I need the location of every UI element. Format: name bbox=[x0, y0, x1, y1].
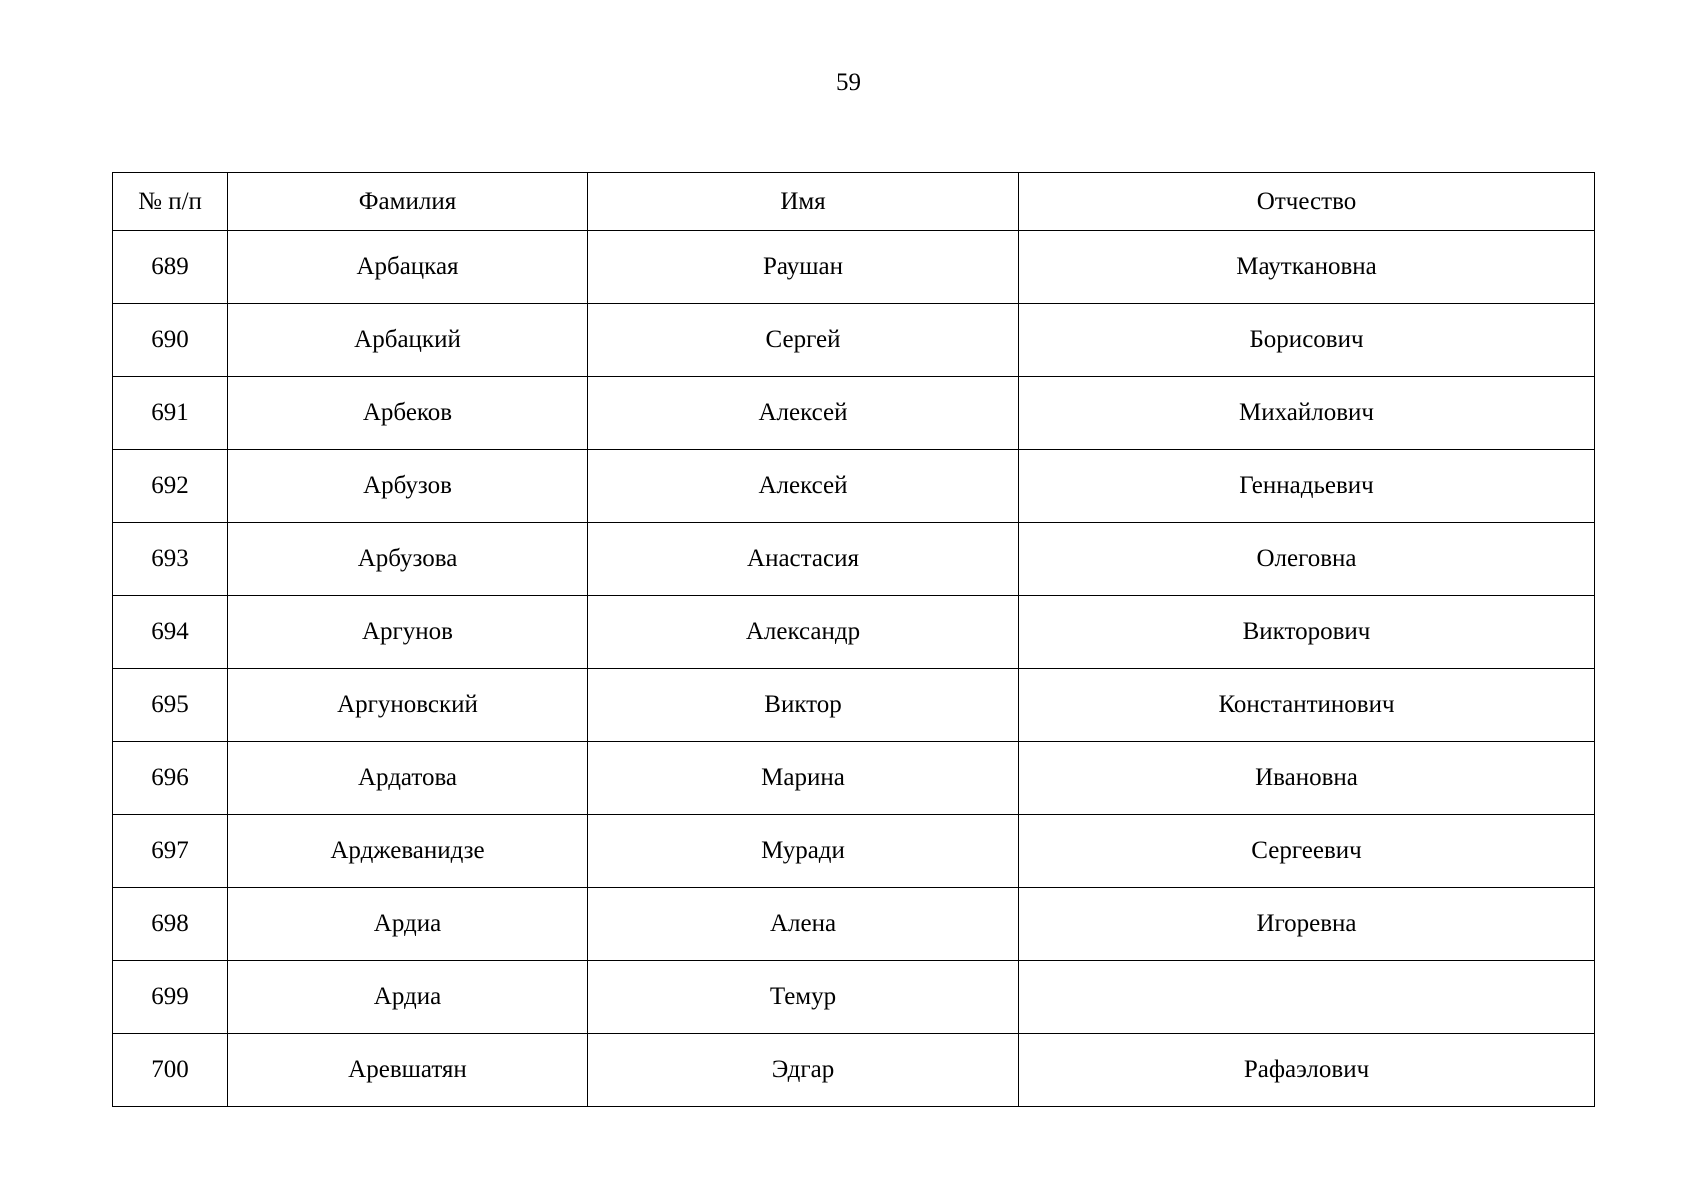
cell-num: 691 bbox=[113, 377, 228, 450]
cell-last-name: Арджеванидзе bbox=[228, 815, 588, 888]
table-row bbox=[113, 815, 1595, 888]
table-row bbox=[113, 742, 1595, 815]
cell-num: 694 bbox=[113, 596, 228, 669]
cell-patronymic: Константинович bbox=[1019, 669, 1595, 742]
cell-num: 698 bbox=[113, 888, 228, 961]
header-last-name: Фамилия bbox=[228, 173, 588, 231]
table-row bbox=[113, 304, 1595, 377]
cell-last-name: Ардиа bbox=[228, 961, 588, 1034]
cell-num: 697 bbox=[113, 815, 228, 888]
table-row bbox=[113, 669, 1595, 742]
cell-patronymic: Олеговна bbox=[1019, 523, 1595, 596]
cell-first-name: Алексей bbox=[588, 450, 1019, 523]
cell-last-name: Арбузова bbox=[228, 523, 588, 596]
cell-num: 692 bbox=[113, 450, 228, 523]
table-row bbox=[113, 1034, 1595, 1107]
cell-patronymic: Ивановна bbox=[1019, 742, 1595, 815]
cell-first-name: Алексей bbox=[588, 377, 1019, 450]
cell-patronymic: Викторович bbox=[1019, 596, 1595, 669]
cell-first-name: Алена bbox=[588, 888, 1019, 961]
cell-patronymic: Мауткановна bbox=[1019, 231, 1595, 304]
cell-patronymic: Борисович bbox=[1019, 304, 1595, 377]
table-row bbox=[113, 523, 1595, 596]
cell-first-name: Виктор bbox=[588, 669, 1019, 742]
table-row bbox=[113, 961, 1595, 1034]
cell-first-name: Эдгар bbox=[588, 1034, 1019, 1107]
cell-num: 690 bbox=[113, 304, 228, 377]
cell-num: 689 bbox=[113, 231, 228, 304]
cell-patronymic: Игоревна bbox=[1019, 888, 1595, 961]
page-number: 59 bbox=[836, 69, 861, 96]
cell-last-name: Арбацкая bbox=[228, 231, 588, 304]
cell-num: 693 bbox=[113, 523, 228, 596]
cell-num: 699 bbox=[113, 961, 228, 1034]
cell-last-name: Аргунов bbox=[228, 596, 588, 669]
table-row bbox=[113, 888, 1595, 961]
cell-last-name: Арбеков bbox=[228, 377, 588, 450]
cell-first-name: Марина bbox=[588, 742, 1019, 815]
cell-first-name: Раушан bbox=[588, 231, 1019, 304]
cell-patronymic: Михайлович bbox=[1019, 377, 1595, 450]
cell-last-name: Аревшатян bbox=[228, 1034, 588, 1107]
table-row bbox=[113, 450, 1595, 523]
cell-first-name: Анастасия bbox=[588, 523, 1019, 596]
cell-patronymic: Геннадьевич bbox=[1019, 450, 1595, 523]
cell-num: 695 bbox=[113, 669, 228, 742]
cell-first-name: Сергей bbox=[588, 304, 1019, 377]
cell-first-name: Александр bbox=[588, 596, 1019, 669]
registry-table bbox=[112, 172, 1595, 1107]
cell-patronymic: Сергеевич bbox=[1019, 815, 1595, 888]
cell-last-name: Аргуновский bbox=[228, 669, 588, 742]
header-num: № п/п bbox=[113, 173, 228, 231]
header-first-name: Имя bbox=[588, 173, 1019, 231]
cell-first-name: Муради bbox=[588, 815, 1019, 888]
cell-num: 700 bbox=[113, 1034, 228, 1107]
cell-last-name: Арбузов bbox=[228, 450, 588, 523]
table-row bbox=[113, 596, 1595, 669]
header-patronymic: Отчество bbox=[1019, 173, 1595, 231]
table-row bbox=[113, 377, 1595, 450]
table-header-row bbox=[113, 173, 1595, 231]
cell-last-name: Арбацкий bbox=[228, 304, 588, 377]
cell-last-name: Ардиа bbox=[228, 888, 588, 961]
cell-patronymic bbox=[1019, 961, 1595, 1034]
cell-first-name: Темур bbox=[588, 961, 1019, 1034]
cell-patronymic: Рафаэлович bbox=[1019, 1034, 1595, 1107]
cell-num: 696 bbox=[113, 742, 228, 815]
table-row bbox=[113, 231, 1595, 304]
cell-last-name: Ардатова bbox=[228, 742, 588, 815]
